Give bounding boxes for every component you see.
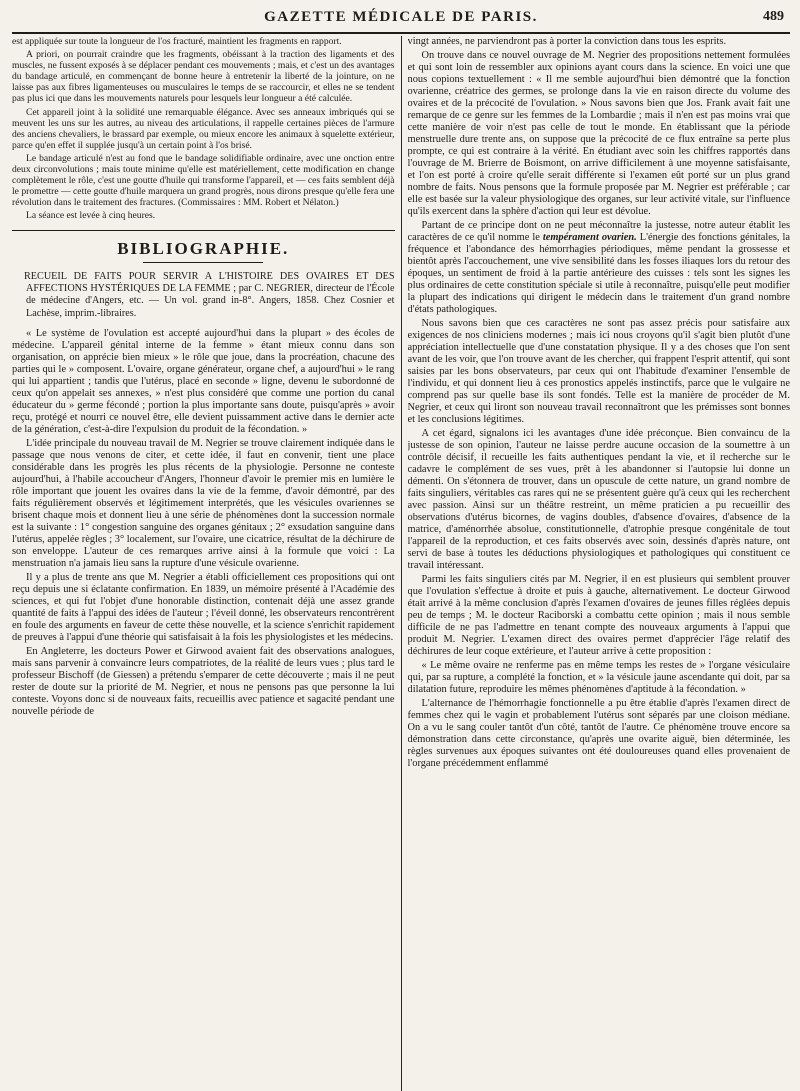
right-column — [408, 36, 791, 1091]
column-rule — [401, 36, 402, 1091]
paragraph: Le bandage articulé n'est au fond que le bandage solidifiable ordinaire, avec une onction entre deux circonvolutions ; mais toute minime qu'elle est matériellement, cette modification en change complètement le rôle, c'est une goutte d'huile qui transforme l'appareil, et — ces faits semblent déjà le promettre — cette goutte d'huile marquera un grand progrès, nous dirons presque qu'elle fera une révolution dans le traitement des fractures. (Commissaires : MM. Robert et Nélaton.) — [12, 152, 395, 209]
paragraph: Il y a plus de trente ans que M. Negrier a établi officiellement ces propositions qui ont reçu depuis une si éclatante confirmation. En 1839, un mémoire présenté à l'Académie des sciences, et qui fut l'objet d'une honorable distinction, contenait déjà une assez grande quantité de faits à l'appui des idées de l'auteur ; l'éveil donné, les observateurs rencontrèrent en foule des arguments en faveur de cette thèse nouvelle, et la science s'enrichit rapidement de preuves à l'appui d'une théorie qui satisfaisait à la fois les physiologistes et les médecins. — [12, 572, 395, 644]
journal-title: GAZETTE MÉDICALE DE PARIS. — [264, 9, 538, 25]
emphasized-term: tempérament ovarien. — [542, 232, 637, 243]
paragraph — [408, 220, 791, 316]
section-divider — [12, 230, 395, 231]
page-number: 489 — [763, 9, 784, 24]
page-header — [12, 6, 790, 34]
quoted-passage: « Le même ovaire ne renferme pas en même temps les restes de » l'organe vésiculaire qui, par sa rupture, a complété la fonction, et » la vésicule jaune ascendante qui doit, par sa dilatation future, reproduire les mêmes phénomènes d'aptitude à la fécondation. » — [407, 660, 790, 695]
quoted-passage: « Le système de l'ovulation est accepté aujourd'hui dans la plupart » des écoles de médecine. L'appareil génital interne de la femme » étant mieux connu dans son organisation, on apprécie bien mieux » le rôle que joue, dans la procréation, chacune des parties qui le » composent. L'ovaire, organe générateur, organe chef, a aujourd'hui » le rang qui lui appartient ; tandis que l'utérus, placé en seconde » ligne, devenu le subordonné de ceux qu'on appelait ses annexes, » n'est plus considéré que comme une portion du canal éducateur du » germe fécondé ; portion la plus importante sans doute, puisqu'après » avoir reçu, protégé et nourri ce nouvel être, elle devient puissamment active dans le dernier acte de la génération, c'est-à-dire l'expulsion du produit de la fécondation. » — [12, 328, 395, 436]
book-reference: RECUEIL DE FAITS POUR SERVIR A L'HISTOIRE DES OVAIRES ET DES AFFECTIONS HYSTÉRIQUES DE LA FEMME ; par C. NEGRIER, directeur de l'École de médecine d'Angers, etc. — Un vol. grand in-8°. Angers, 1858. Chez Cosnier et Lachèse, imprim.-libraires. — [24, 270, 395, 319]
session-close: La séance est levée à cinq heures. — [26, 210, 156, 222]
paragraph: A priori, on pourrait craindre que les fragments, obéissant à la traction des ligaments et des muscles, ne fussent exposés à se déplacer pendant ces mouvements ; mais, et c'est un des avantages du bandage articulé, en commençant de bonne heure à entretenir la liberté de la jointure, on ne laisse pas aux fibres ligamenteuses ou musculaires le temps de se raccourcir, et elles ne se tendent pas plus ici que dans les mouvements naturels pour lesquels leur longueur a été calculée. — [12, 49, 395, 105]
section-title: BIBLIOGRAPHIE. — [12, 239, 395, 263]
left-column — [12, 36, 395, 1091]
paragraph-text: L'énergie des fonctions génitales, la fréquence et l'abondance des hémorrhagies périodiques, même pendant la grossesse et bientôt après l'accouchement, une vive sensibilité dans les fosses iliaques lors du retour des époques, un sentiment de froid à la partie antérieure des cuisses : tels sont les signes les plus ordinaires de cette constitution spéciale si utile à reconnaître, puisqu'elle peut modifier la plupart des indications qui dirigent le médecin dans le traitement d'un grand nombre d'états pathologiques. — [407, 232, 790, 315]
paragraph: Nous savons bien que ces caractères ne sont pas assez précis pour satisfaire aux exigences de nos cliniciens modernes ; mais ici nous croyons qu'il s'agit bien plutôt d'une appréciation intellectuelle que d'une constatation physique. Il y a des choses que l'on sent avant de les voir, que l'on trouve avant de les chercher, qui frappent l'esprit attentif, qui sont saisies par les bons observateurs, par ceux qui ont l'habitude d'examiner l'ensemble de l'individu, et qui donnent lieu à ces pronostics appelés instinctifs, parce que le vulgaire ne comprend pas sur quelle base ils sont fondés. Telle est la manière de procéder de M. Negrier, et ceux qui liront son nouveau travail reconnaîtront que les prémisses sont bonnes et les conclusions légitimes. — [407, 318, 790, 425]
paragraph: L'idée principale du nouveau travail de M. Negrier se trouve clairement indiquée dans le passage que nous venons de citer, et cette idée, il faut en convenir, tient une place considérable dans les progrès les plus récents de la physiologie. Personne ne conteste aujourd'hui, à l'habile accoucheur d'Angers, l'honneur d'avoir le premier mis en lumière le rôle important que jouent les ovaires dans la vie de la femme, d'avoir démontré, par des faits régulièrement observés et légitimement interprétés, que les vésicules ovariennes se brisent chaque mois et donnent lieu à une série de phénomènes dont la succession normale est la suivante : 1° congestion sanguine des organes génitaux ; 2° exsudation sanguine dans l'utérus, appelée règles ; 3° localement, sur l'ovaire, une cicatrice, résultat de la déchirure de son enveloppe. L'auteur de ces remarques arrive ainsi à la formule que voici : La menstruation n'a jamais lieu sans la rupture d'une vésicule ovarienne. — [12, 438, 395, 570]
paragraph-text: Partant de ce principe dont on ne peut méconnaître la justesse, notre auteur établit les caractères de ce qu'il nomme le — [407, 220, 790, 243]
paragraph: A cet égard, signalons ici les avantages d'une idée préconçue. Bien convaincu de la justesse de son opinion, l'auteur ne laisse perdre aucune occasion de la soumettre à un contrôle décisif, il recueille les faits authentiques pendant la vie, et il recherche sur le cadavre le complément de ses vues, prêt à les abandonner si l'autopsie lui donne un démenti. On s'étonnera de trouver, dans un opuscule de cette nature, un grand nombre de faits singuliers, véritables cas rares qui ne se présentent guère qu'à ceux qui les recherchent avec passion. Ainsi sur un théâtre restreint, un même praticien a pu recueillir des observations d'utérus bicornes, de vagins doubles, d'absence d'ovaires, d'absence de la matrice, d'aménorrhée absolue, constitutionnelle, d'atrophie presque congénitale de tout l'appareil de la reproduction, et ces faits observés avec soin, dessinés d'après nature, ont servi de base à toutes les déductions physiologiques et pathologiques qui constituent ce travail intéressant. — [407, 428, 790, 571]
paragraph: En Angleterre, les docteurs Power et Girwood avaient fait des observations analogues, mais sans parvenir à convaincre leurs compatriotes, de la réalité de leurs vues ; plus tard le professeur Bischoff (de Giessen) a prétendu s'emparer de cette découverte ; mais il ne peut rester de doute sur la priorité de M. Negrier, et nous ne pensons pas que personne la lui conteste. Voyons donc si de nouveaux faits, recueillis avec patience et sagacité pendant une nouvelle période de — [12, 646, 395, 718]
paragraph: Parmi les faits singuliers cités par M. Negrier, il en est plusieurs qui semblent prouver que l'ovulation s'effectue à droite et puis à gauche, alternativement. Le docteur Girwood était arrivé à la même conclusion d'après l'examen d'ovaires de jeunes filles réglées depuis peu de temps ; M. le docteur Raciborski a combattu cette opinion ; mais il nous semble difficile de ne pas l'admettre en tenant compte des nouveaux arguments à l'appui que produit M. Negrier. L'examen direct des ovaires permet d'apprécier l'âge relatif des déchirures de leur coque extérieure, et l'auteur arrive à cette proposition : — [407, 574, 790, 657]
paragraph: On trouve dans ce nouvel ouvrage de M. Negrier des propositions nettement formulées et qui sont loin de ressembler aux opinions ayant cours dans la science. En voici une que nous copions textuellement : « Il me semble aujourd'hui bien démontré que la fonction ovarienne, créatrice des germes, se prolonge dans la vie en raison directe du volume des ovaires et de la précocité de l'ovulation. » Nous savons bien que Jos. Frank avait fait une remarque de ce genre sur les femmes de la Lombardie ; mais il n'en est pas moins vrai que cette manière de voir n'est pas celle de tout le monde. En établissant que la période menstruelle dure trente ans, on suppose que la précocité de ce flux entraîne sa perte plus prompte, ce qui est contraire à la vérité. En étudiant avec soin les chiffres rapportés dans l'ouvrage de M. Brierre de Boismont, on arrive difficilement à une moyenne satisfaisante, et l'on est porté à croire qu'elle serait différente si l'examen eût porté sur un plus grand nombre de faits. Nous pensons que la formule proposée par M. Negrier est préférable ; car elle est basée sur la valeur physiologique des organes, sur leur activité vitale, sur l'influence qu'ils exercent dans la sphère d'action qui leur est dévolue. — [407, 50, 790, 217]
paragraph: vingt années, ne parviendront pas à porter la conviction dans tous les esprits. — [407, 36, 727, 47]
paragraph: est appliquée sur toute la longueur de l'os fracturé, maintient les fragments en rapport. — [12, 36, 342, 47]
paragraph: Cet appareil joint à la solidité une remarquable élégance. Avec ses anneaux imbriqués qui se meuvent les uns sur les autres, au niveau des articulations, il rappelle certaines pièces de l'armure des anciens chevaliers, le brassard par exemple, ou mieux encore les animaux à squelette extérieur, parce qu'en effet il supplée jusqu'à un certain point à l'os brisé. — [12, 106, 395, 151]
paragraph: L'alternance de l'hémorrhagie fonctionnelle a pu être établie d'après l'examen direct de femmes chez qui le vagin et probablement l'utérus sont séparés par une cloison médiane. On a vu le sang couler tantôt d'un côté, tantôt de l'autre. Ce phénomène trouve encore sa démonstration dans cette circonstance, qu'après une ovarite aiguë, bien déterminée, les règles survenues aux époques suivantes ont été douloureuses quand elles provenaient de l'organe précédemment enflammé — [407, 698, 790, 769]
text-columns — [12, 36, 790, 1091]
